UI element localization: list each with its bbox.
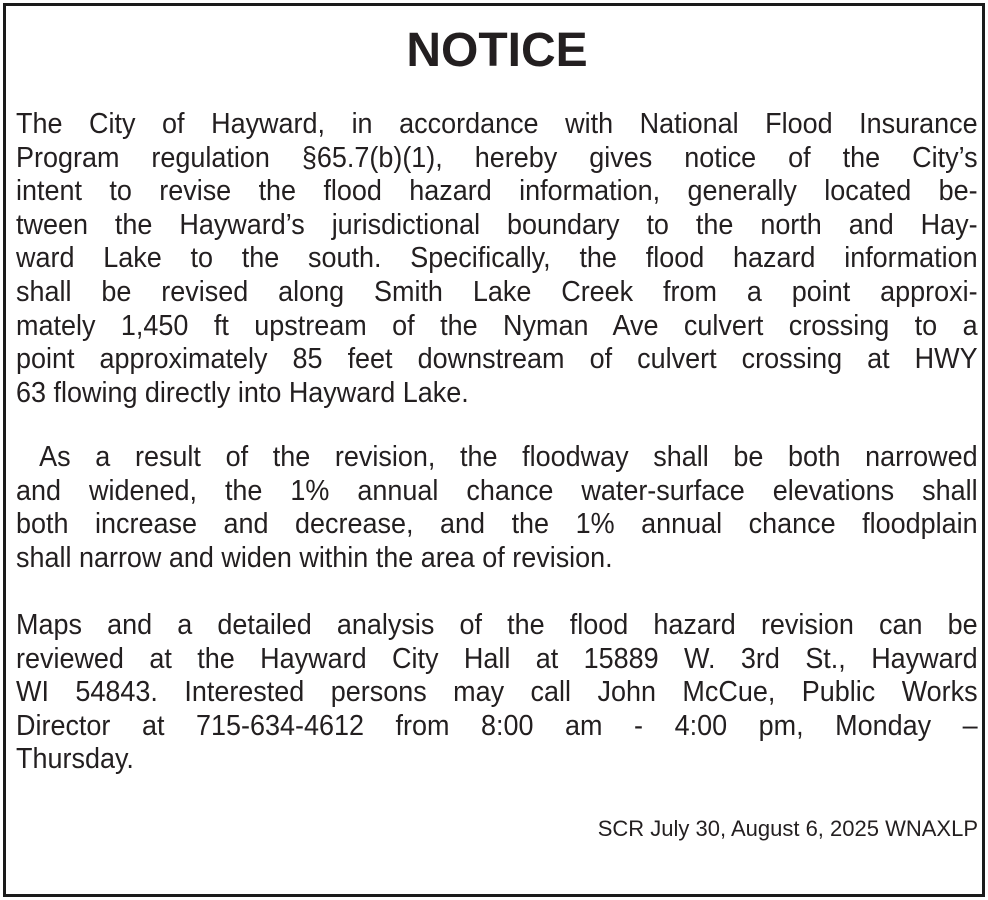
notice-box xyxy=(3,3,985,897)
paragraph-revision-intent xyxy=(16,108,978,410)
paragraph-line: shall be revised along Smith Lake Creek from a point approxi- xyxy=(16,275,978,308)
notice-content xyxy=(16,6,978,841)
paragraph-line: shall narrow and widen within the area of revision. xyxy=(16,541,613,574)
paragraph-line: WI 54843. Interested persons may call John McCue, Public Works xyxy=(16,676,978,709)
paragraph-revision-result xyxy=(16,441,978,575)
paragraph-line: The City of Hayward, in accordance with National Flood Insurance xyxy=(16,108,978,140)
paragraph-line: tween the Hayward’s jurisdictional boundary to the north and Hay- xyxy=(16,208,978,241)
paragraph-line: intent to revise the flood hazard information, generally located be- xyxy=(16,175,978,208)
notice-title: NOTICE xyxy=(406,24,588,77)
paragraph-line: 63 flowing directly into Hayward Lake. xyxy=(16,376,469,409)
paragraph-line: Director at 715-634-4612 from 8:00 am - 4:00 pm, Monday – xyxy=(16,709,978,742)
paragraph-line: and widened, the 1% annual chance water-surface elevations shall xyxy=(16,474,978,507)
paragraph-line: mately 1,450 ft upstream of the Nyman Ave culvert crossing to a xyxy=(16,309,978,342)
paragraph-line: Maps and a detailed analysis of the flood hazard revision can be xyxy=(16,609,978,641)
paragraph-line: As a result of the revision, the floodway shall be both narrowed xyxy=(16,441,978,473)
paragraph-line: both increase and decrease, and the 1% annual chance floodplain xyxy=(16,508,978,541)
paragraph-review-info xyxy=(16,609,978,777)
paragraph-line: Program regulation §65.7(b)(1), hereby gives notice of the City’s xyxy=(16,141,978,174)
paragraph-line: Thursday. xyxy=(16,743,134,776)
publication-footer: SCR July 30, August 6, 2025 WNAXLP xyxy=(597,816,978,841)
paragraph-line: point approximately 85 feet downstream of culvert crossing at HWY xyxy=(16,343,978,376)
paragraph-line: reviewed at the Hayward City Hall at 15889 W. 3rd St., Hayward xyxy=(16,642,978,675)
paragraph-line: ward Lake to the south. Specifically, the flood hazard information xyxy=(16,242,978,275)
